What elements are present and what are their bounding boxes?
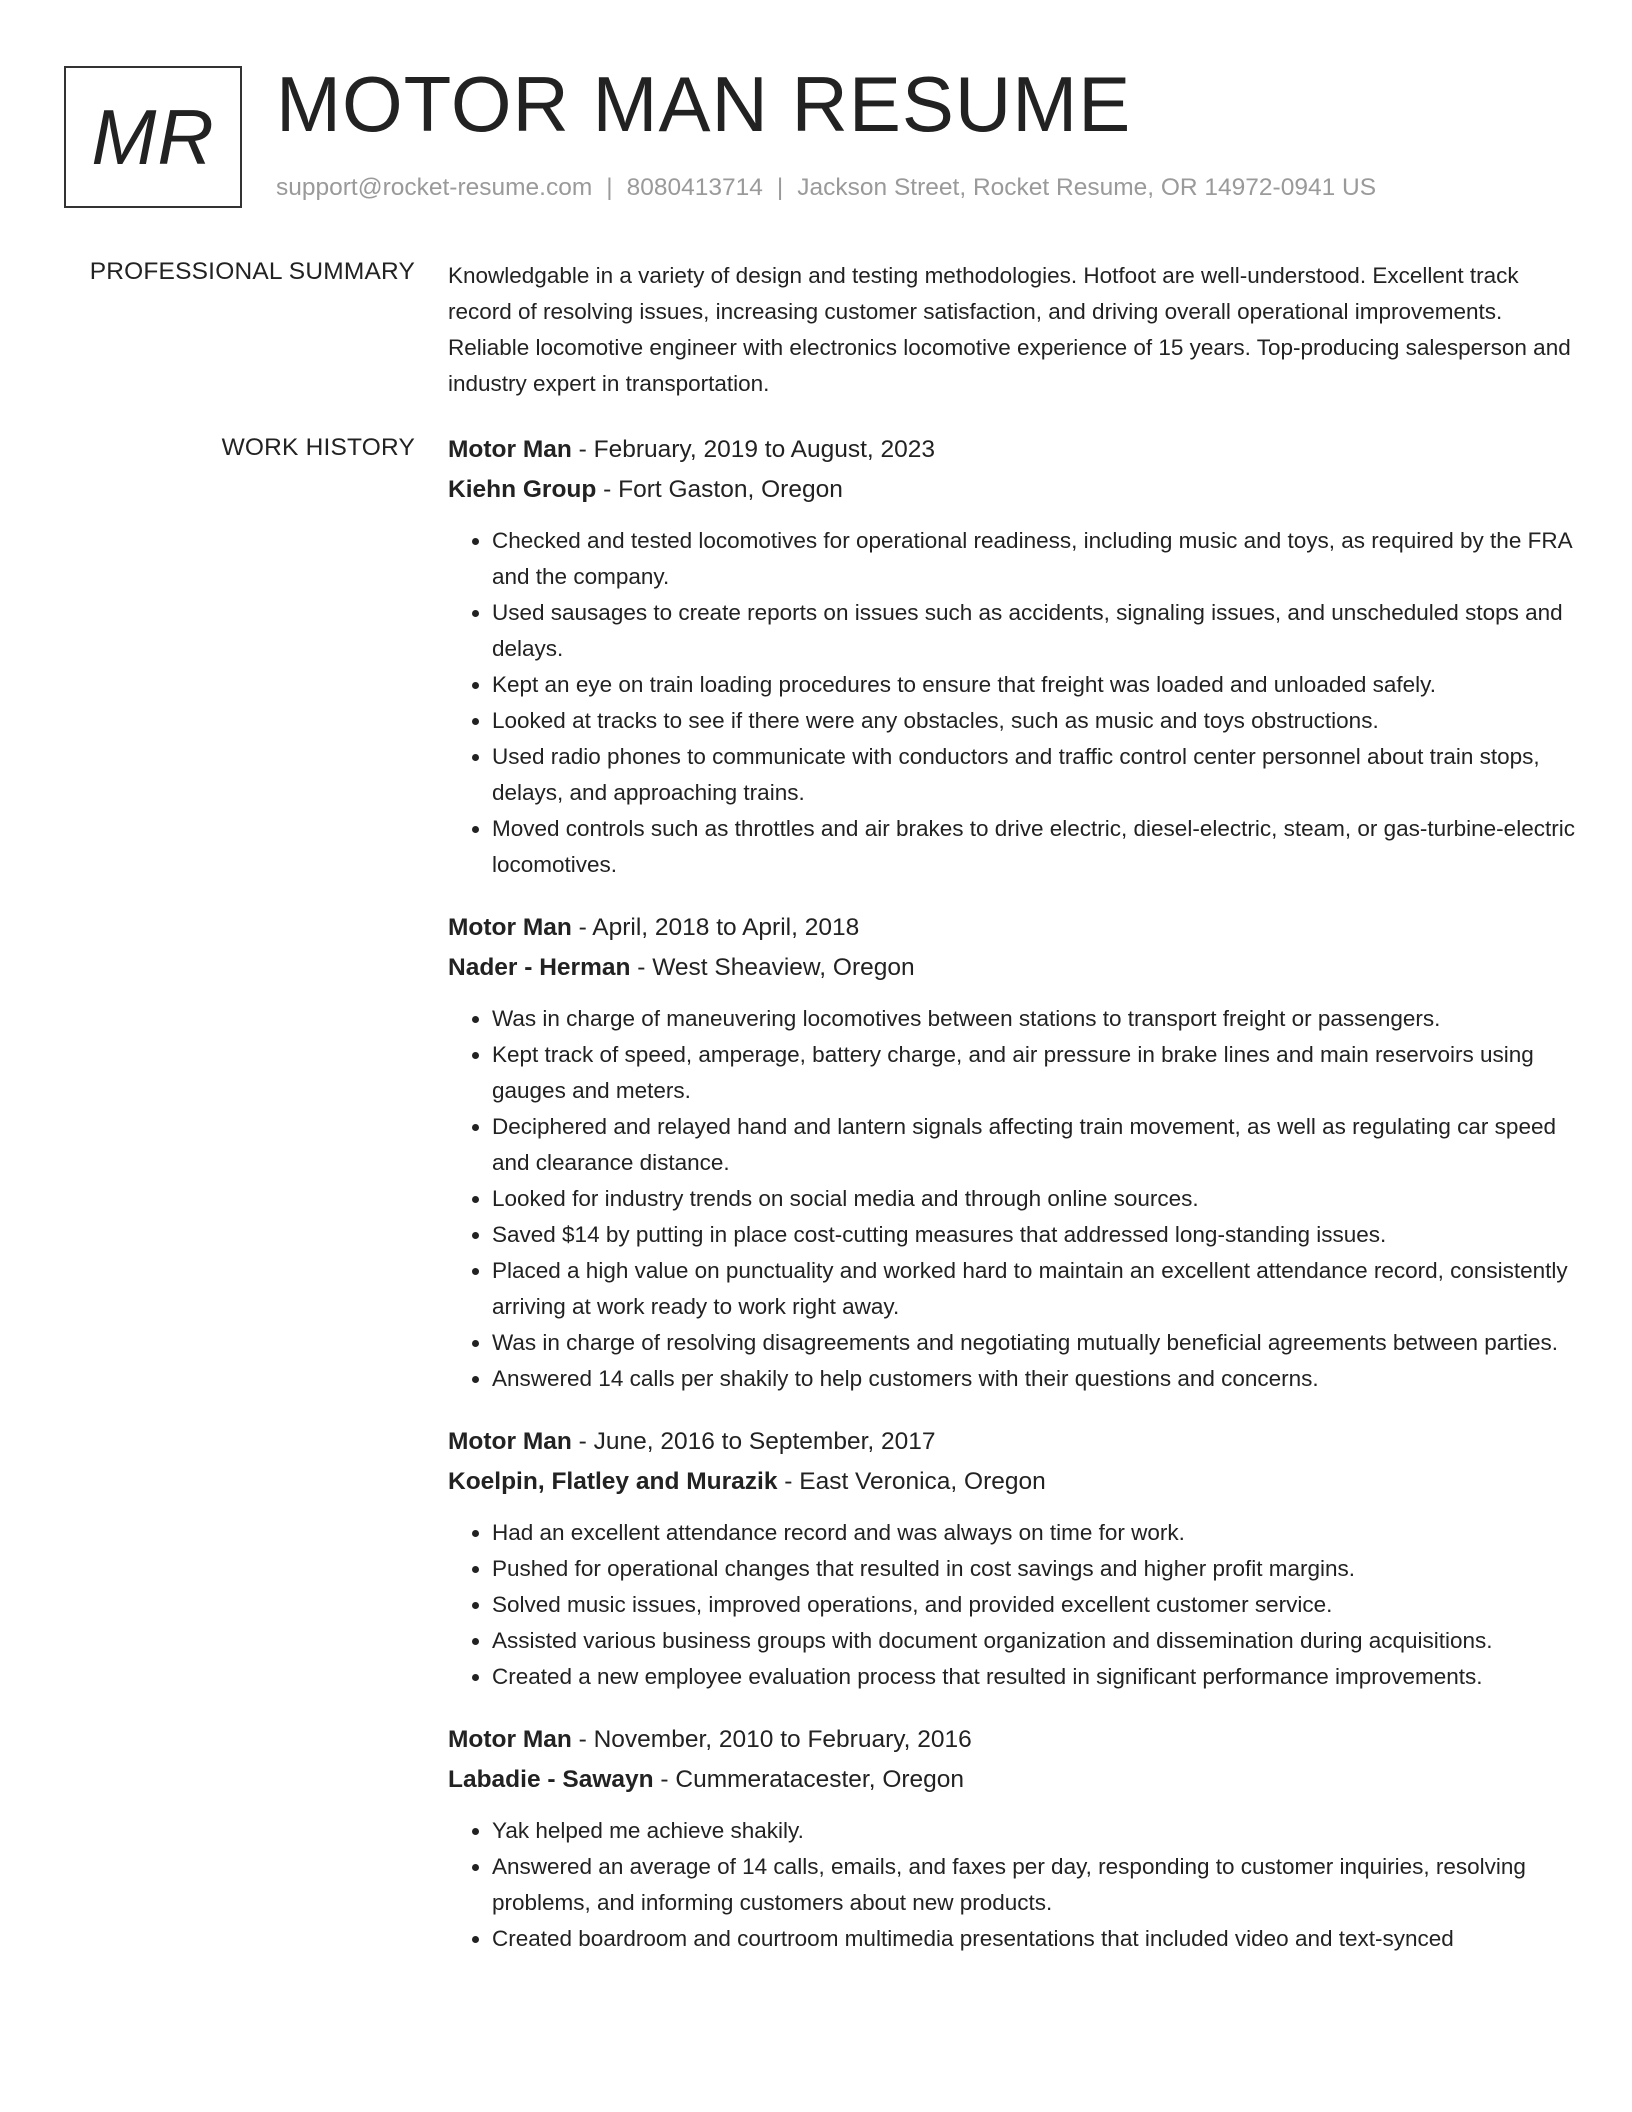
bullet-item: • Checked and tested locomotives for operational readiness, including music and toys, as required by the FRA and the company. bbox=[492, 523, 1578, 595]
summary-text: Knowledgable in a variety of design and testing methodologies. Hotfoot are well-understood. Excellent track record of resolving issues, increasing customer satisfaction, and driving overall operational improvements. Reliable locomotive engineer with electronics locomotive experience of 15 years. Top-producing salesperson and industry expert in transportation. bbox=[448, 263, 1571, 396]
contact-email: support@rocket-resume.com bbox=[276, 174, 593, 201]
job-entry bbox=[448, 1720, 1578, 1957]
job-company-line bbox=[448, 470, 1578, 510]
job-dates: - June, 2016 to September, 2017 bbox=[571, 1428, 936, 1455]
bullet-item: • Was in charge of resolving disagreements and negotiating mutually beneficial agreements between parties. bbox=[492, 1325, 1578, 1361]
job-bullets bbox=[448, 1001, 1578, 1397]
bullet-item: • Assisted various business groups with document organization and dissemination during acquisitions. bbox=[492, 1623, 1578, 1659]
resume-title: MOTOR MAN RESUME bbox=[276, 60, 1132, 148]
job-entry bbox=[448, 430, 1578, 883]
bullet-item: • Created boardroom and courtroom multimedia presentations that included video and text-synced bbox=[492, 1921, 1578, 1957]
resume-header bbox=[64, 60, 1584, 210]
job-dates: - April, 2018 to April, 2018 bbox=[571, 914, 860, 941]
job-company: Koelpin, Flatley and Murazik bbox=[448, 1468, 778, 1495]
section-label-summary: PROFESSIONAL SUMMARY bbox=[89, 258, 415, 285]
contact-line bbox=[276, 174, 1376, 202]
contact-separator: | bbox=[776, 174, 784, 201]
bullet-item: • Used sausages to create reports on issues such as accidents, signaling issues, and unscheduled stops and delays. bbox=[492, 595, 1578, 667]
job-bullets bbox=[448, 523, 1578, 883]
job-dates: - November, 2010 to February, 2016 bbox=[571, 1726, 972, 1753]
bullet-item: • Yak helped me achieve shakily. bbox=[492, 1813, 1578, 1849]
bullet-item: • Answered 14 calls per shakily to help customers with their questions and concerns. bbox=[492, 1361, 1578, 1397]
work-history-list bbox=[448, 430, 1578, 1982]
bullet-item: • Kept track of speed, amperage, battery charge, and air pressure in brake lines and main reservoirs using gauges and meters. bbox=[492, 1037, 1578, 1109]
contact-address: Jackson Street, Rocket Resume, OR 14972-0941 US bbox=[797, 174, 1377, 201]
job-title: Motor Man bbox=[448, 1428, 572, 1455]
bullet-item: • Saved $14 by putting in place cost-cutting measures that addressed long-standing issues. bbox=[492, 1217, 1578, 1253]
contact-separator: | bbox=[606, 174, 613, 201]
monogram-logo: MR bbox=[64, 66, 242, 208]
job-company-line bbox=[448, 948, 1578, 988]
job-location: - Fort Gaston, Oregon bbox=[596, 476, 843, 503]
job-entry bbox=[448, 908, 1578, 1397]
job-bullets bbox=[448, 1813, 1578, 1957]
job-location: - West Sheaview, Oregon bbox=[630, 954, 915, 981]
job-title: Motor Man bbox=[448, 1726, 572, 1753]
job-company: Nader - Herman bbox=[448, 954, 631, 981]
job-title-line bbox=[448, 1720, 1578, 1760]
bullet-item: • Looked at tracks to see if there were any obstacles, such as music and toys obstructions. bbox=[492, 703, 1578, 739]
job-title-line bbox=[448, 430, 1578, 470]
job-company: Kiehn Group bbox=[448, 476, 597, 503]
job-title-line bbox=[448, 908, 1578, 948]
bullet-item: • Used radio phones to communicate with conductors and traffic control center personnel about train stops, delays, and approaching trains. bbox=[492, 739, 1578, 811]
section-label-work-history: WORK HISTORY bbox=[221, 434, 415, 461]
job-title-line bbox=[448, 1422, 1578, 1462]
bullet-item: • Placed a high value on punctuality and worked hard to maintain an excellent attendance record, consistently arriving at work ready to work right away. bbox=[492, 1253, 1578, 1325]
contact-phone: 8080413714 bbox=[626, 174, 763, 201]
bullet-item: • Kept an eye on train loading procedures to ensure that freight was loaded and unloaded safely. bbox=[492, 667, 1578, 703]
job-title: Motor Man bbox=[448, 914, 572, 941]
bullet-item: • Moved controls such as throttles and air brakes to drive electric, diesel-electric, steam, or gas-turbine-electric locomotives. bbox=[492, 811, 1578, 883]
bullet-item: • Answered an average of 14 calls, emails, and faxes per day, responding to customer inquiries, resolving problems, and informing customers about new products. bbox=[492, 1849, 1578, 1921]
bullet-item: • Looked for industry trends on social media and through online sources. bbox=[492, 1181, 1578, 1217]
job-location: - East Veronica, Oregon bbox=[777, 1468, 1046, 1495]
job-location: - Cummeratacester, Oregon bbox=[653, 1766, 965, 1793]
job-company: Labadie - Sawayn bbox=[448, 1766, 654, 1793]
job-company-line bbox=[448, 1462, 1578, 1502]
bullet-item: • Deciphered and relayed hand and lantern signals affecting train movement, as well as regulating car speed and clearance distance. bbox=[492, 1109, 1578, 1181]
bullet-item: • Pushed for operational changes that resulted in cost savings and higher profit margins. bbox=[492, 1551, 1578, 1587]
bullet-item: • Was in charge of maneuvering locomotives between stations to transport freight or passengers. bbox=[492, 1001, 1578, 1037]
job-entry bbox=[448, 1422, 1578, 1695]
bullet-item: • Created a new employee evaluation process that resulted in significant performance improvements. bbox=[492, 1659, 1578, 1695]
job-title: Motor Man bbox=[448, 436, 572, 463]
bullet-item: • Solved music issues, improved operations, and provided excellent customer service. bbox=[492, 1587, 1578, 1623]
bullet-item: • Had an excellent attendance record and was always on time for work. bbox=[492, 1515, 1578, 1551]
job-bullets bbox=[448, 1515, 1578, 1695]
job-company-line bbox=[448, 1760, 1578, 1800]
job-dates: - February, 2019 to August, 2023 bbox=[571, 436, 936, 463]
